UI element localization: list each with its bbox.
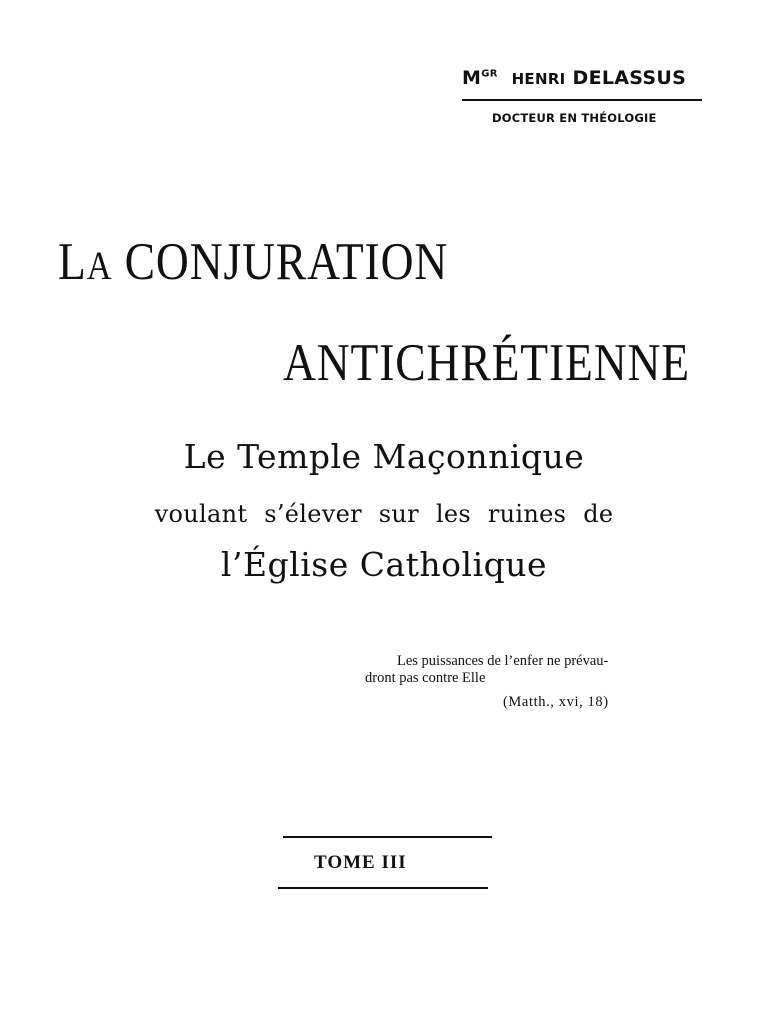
- title-word-antichretienne: ANTICHRÉTIENNE: [283, 334, 690, 392]
- author-name: [462, 66, 702, 91]
- author-last-name: DELASSUS: [572, 67, 687, 89]
- author-degree: DOCTEUR EN THÉOLOGIE: [492, 111, 657, 125]
- title-article-rest: A: [86, 243, 113, 288]
- title-word-conjuration: CONJURATION: [124, 233, 449, 291]
- title-article-initial: L: [58, 233, 87, 291]
- title-line-1: [58, 232, 448, 292]
- subtitle-line-2: voulant s’élever sur les ruines de: [154, 500, 614, 528]
- volume-label: TOME III: [314, 852, 407, 873]
- author-first-name: HENRI: [511, 70, 566, 88]
- author-underline: [462, 99, 702, 101]
- author-honorific-superscript: GR: [481, 68, 498, 80]
- epigraph-line-2: dront pas contre Elle: [365, 670, 486, 686]
- volume-rule-bottom: [278, 887, 488, 889]
- subtitle-line-3: l’Église Catholique: [220, 545, 548, 584]
- title-article: [58, 233, 112, 291]
- epigraph-line-1: Les puissances de l’enfer ne prévau-: [397, 653, 609, 669]
- volume-rule-top: [283, 836, 492, 838]
- author-honorific: M: [462, 67, 482, 89]
- epigraph-citation: (Matth., xvi, 18): [503, 694, 609, 710]
- subtitle-line-1: Le Temple Maçonnique: [183, 437, 585, 476]
